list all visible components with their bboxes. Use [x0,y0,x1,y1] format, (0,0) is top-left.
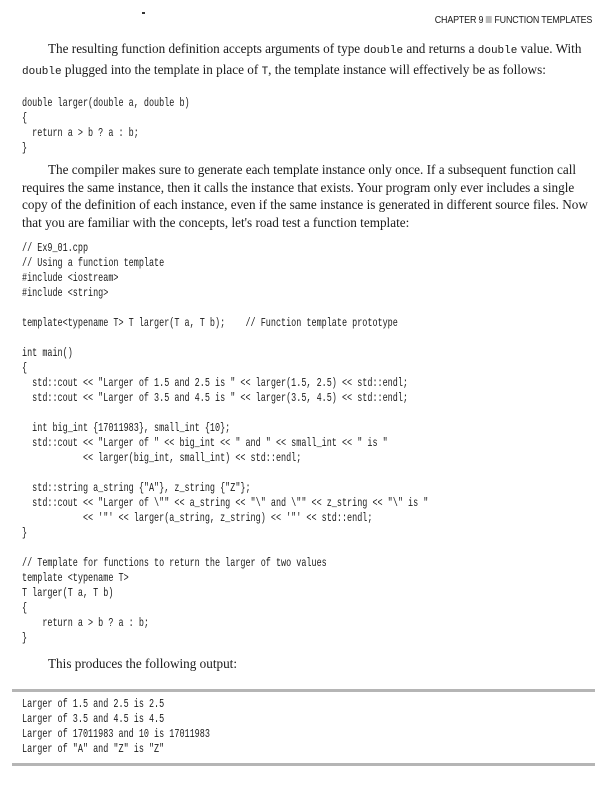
code-line [22,541,428,556]
code-line: // Template for functions to return the larger of two values [22,557,327,570]
output-line: Larger of 3.5 and 4.5 is 4.5 [22,713,165,726]
code-line: // Using a function template [22,257,165,270]
inline-code: T [261,65,269,78]
code-line: } [22,527,28,540]
code-line: std::cout << "Larger of 3.5 and 4.5 is " << larger(3.5, 4.5) << std::endl; [22,392,408,405]
text: plugged into the template in place of [61,61,262,77]
code-line: std::cout << "Larger of " << big_int << " and " << small_int << " is " [22,437,388,450]
code-line: int big_int {17011983}, small_int {10}; [22,422,231,435]
code-block-ex9-01 [22,241,579,646]
code-line: std::cout << "Larger of \"" << a_string << "\" and \"" << z_string << "\" is " [22,497,429,510]
code-line: } [22,142,28,155]
code-line: // Ex9_01.cpp [22,242,89,255]
output-line: Larger of 17011983 and 10 is 17011983 [22,728,210,741]
code-line: #include <iostream> [22,272,119,285]
text: , the template instance will effectively be as follows: [268,61,546,77]
code-line: template <typename T> [22,572,129,585]
text: value. With [517,41,582,56]
code-line: { [22,112,28,125]
text: and returns a [403,41,478,56]
code-line: #include <string> [22,287,109,300]
scan-speck [142,12,145,14]
chapter-label: CHAPTER 9 [434,14,484,26]
separator-square-icon [486,16,492,23]
code-line: std::cout << "Larger of 1.5 and 2.5 is " << larger(1.5, 2.5) << std::endl; [22,377,408,390]
text-line: The compiler makes sure to generate each template instance only once. If a subsequent function call [48,162,577,177]
output-bottom-rule [12,763,595,766]
text: The resulting function definition accepts arguments of type [48,41,364,56]
code-block-instance [22,96,252,156]
code-line: return a > b ? a : b; [22,617,149,630]
code-line: T larger(T a, T b) [22,587,114,600]
output-line: Larger of 1.5 and 2.5 is 2.5 [22,698,165,711]
code-line: double larger(double a, double b) [22,97,190,110]
code-line [22,466,428,481]
text-line: that you are familiar with the concepts, let's road test a function template: [22,214,410,230]
code-line: return a > b ? a : b; [22,127,139,140]
paragraph-output-intro [22,655,597,673]
code-line: { [22,362,28,375]
code-line [22,301,428,316]
inline-code: double [363,45,404,57]
inline-code: double [477,45,518,57]
program-output [22,697,279,757]
output-line: Larger of "A" and "Z" is "Z" [22,743,165,756]
text-line: This produces the following output: [48,656,237,671]
code-line: } [22,632,28,645]
code-line: { [22,602,28,615]
paragraph-compiler [22,161,597,231]
code-line: template<typename T> T larger(T a, T b); // Function template prototype [22,317,398,330]
running-header [435,14,592,26]
code-line [22,406,428,421]
inline-code: double [22,65,62,78]
code-line: << '"' << larger(a_string, z_string) << '"' << std::endl; [22,512,373,525]
code-line: int main() [22,347,73,360]
text-line: requires the same instance, then it calls the instance that exists. Your program only ever includes a single [22,179,575,195]
paragraph-template-instance [22,40,597,81]
output-top-rule [12,689,595,692]
chapter-title: FUNCTION TEMPLATES [494,14,592,26]
code-line [22,331,428,346]
text-line: copy of the definition of each instance, even if the same instance is generated in different source files. Now [22,197,588,212]
code-line: std::string a_string {"A"}, z_string {"Z"}; [22,482,251,495]
code-line: << larger(big_int, small_int) << std::endl; [22,452,302,465]
